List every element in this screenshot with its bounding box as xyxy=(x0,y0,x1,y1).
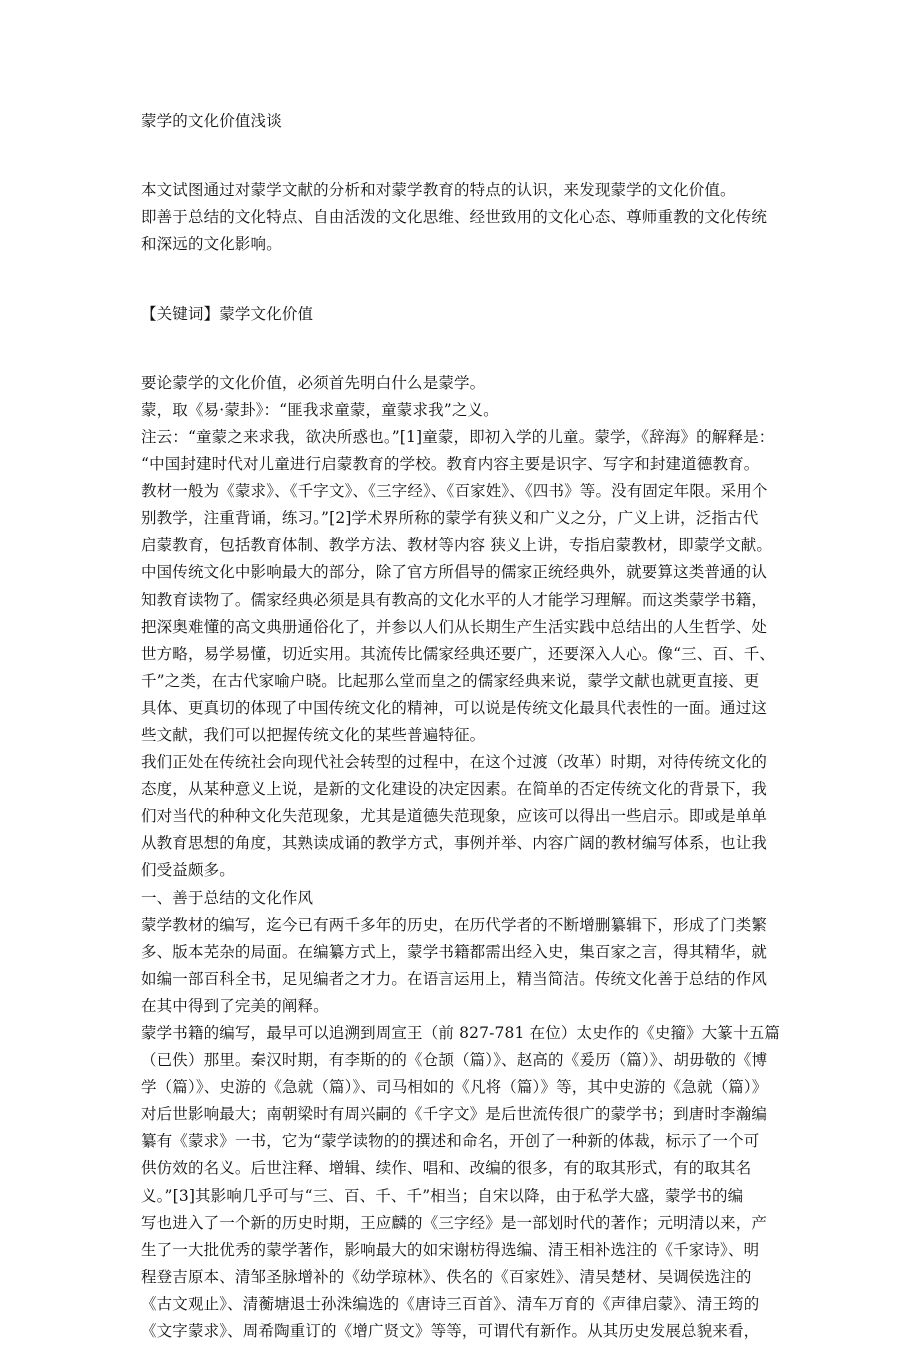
body-line: 知教育读物了。儒家经典必须是具有教高的文化水平的人才能学习理解。而这类蒙学书籍， xyxy=(141,590,768,609)
body-line: 义。”[3]其影响几乎可与“三、百、千、千”相当；自宋以降，由于私学大盛，蒙学书的编 xyxy=(141,1186,744,1205)
body-line: 《文字蒙求》、周希陶重订的《增广贤文》等等，可谓代有新作。从其历史发展总貌来看， xyxy=(141,1322,760,1341)
body-line: 些文献，我们可以把握传统文化的某些普遍特征。 xyxy=(141,725,486,744)
spacer xyxy=(141,135,783,162)
body-line: 启蒙教育，包括教育体制、教学方法、教材等内容 狭义上讲，专指启蒙教材，即蒙学文献。 xyxy=(141,536,773,555)
body-line: 别教学，注重背诵，练习。”[2]学术界所称的蒙学有狭义和广义之分，广义上讲，泛指古代 xyxy=(141,509,759,528)
body-line: 写也进入了一个新的历史时期，王应麟的《三字经》是一部划时代的著作；元明清以来，产 xyxy=(141,1213,768,1232)
body-line: 多、版本芜杂的局面。在编纂方式上，蒙学书籍都需出经入史，集百家之言，得其精华，就 xyxy=(141,942,768,961)
abstract-line: 本文试图通过对蒙学文献的分析和对蒙学教育的特点的认识，来发现蒙学的文化价值。 xyxy=(141,181,736,200)
body-line: 千”之类，在古代家喻户晓。比起那么堂而皇之的儒家经典来说，蒙学文献也就更直接、更 xyxy=(141,671,760,690)
body-line: 对后世影响最大；南朝梁时有周兴嗣的《千字文》是后世流传很广的蒙学书；到唐时李瀚编 xyxy=(141,1105,768,1124)
body-line: 在其中得到了完美的阐释。 xyxy=(141,996,329,1015)
body-line: 具体、更真切的体现了中国传统文化的精神，可以说是传统文化最具代表性的一面。通过这 xyxy=(141,698,768,717)
spacer xyxy=(141,286,783,301)
spacer xyxy=(141,355,783,370)
body-line: 《古文观止》、清蘅塘退士孙洙编选的《唐诗三百首》、清车万育的《声律启蒙》、清王筠的 xyxy=(141,1294,760,1313)
body-line: 我们正处在传统社会向现代社会转型的过程中，在这个过渡（改革）时期，对待传统文化的 xyxy=(141,753,768,772)
body-line: （已佚）那里。秦汉时期，有李斯的的《仓颉（篇）》、赵高的《爰历（篇）》、胡毋敬的《博 xyxy=(141,1051,768,1070)
body-line: 世方略，易学易懂，切近实用。其流传比儒家经典还要广，还要深入人心。像“三、百、千、 xyxy=(141,644,776,663)
body-line: 注云：“童蒙之来求我，欲决所惑也。”[1]童蒙，即初入学的儿童。蒙学，《辞海》的解释是： xyxy=(141,427,775,446)
document-content xyxy=(141,108,783,1345)
abstract-line: 和深远的文化影响。 xyxy=(141,235,282,254)
body-line: 态度，从某种意义上说，是新的文化建设的决定因素。在简单的否定传统文化的背景下，我 xyxy=(141,780,768,799)
body-line: 把深奥难懂的高文典册通俗化了，并参以人们从长期生产生活实践中总结出的人生哲学、处 xyxy=(141,617,768,636)
body-line: 蒙学教材的编写，迄今已有两千多年的历史，在历代学者的不断增删纂辑下，形成了门类繁 xyxy=(141,915,768,934)
body-line: 纂有《蒙求》一书，它为“蒙学读物的的撰述和命名，开创了一种新的体裁，标示了一个可 xyxy=(141,1132,760,1151)
body-line: 如编一部百科全书，足见编者之才力。在语言运用上，精当简洁。传统文化善于总结的作风 xyxy=(141,969,768,988)
keywords: 【关键词】蒙学文化价值 xyxy=(141,304,314,323)
section-heading: 一、善于总结的文化作风 xyxy=(141,888,314,907)
body-line: 蒙学书籍的编写，最早可以追溯到周宣王（前 827-781 在位）太史作的《史籀》大篆十五篇 xyxy=(141,1024,781,1042)
body-line: 蒙，取《易·蒙卦》：“匪我求童蒙，童蒙求我”之义。 xyxy=(141,400,499,419)
body-line: “中国封建时代对儿童进行启蒙教育的学校。教育内容主要是识字、写字和封建道德教育。 xyxy=(141,455,760,474)
abstract-line: 即善于总结的文化特点、自由活泼的文化思维、经世致用的文化心态、尊师重教的文化传统 xyxy=(141,208,768,227)
body-line: 中国传统文化中影响最大的部分，除了官方所倡导的儒家正统经典外，就要算这类普通的认 xyxy=(141,563,768,582)
body-line: 从教育思想的角度，其熟读成诵的教学方式，事例并举、内容广阔的教材编写体系，也让我 xyxy=(141,834,768,853)
document-title: 蒙学的文化价值浅谈 xyxy=(141,112,282,130)
body-line: 们受益颇多。 xyxy=(141,861,235,880)
spacer xyxy=(141,162,783,177)
body-line: 们对当代的种种文化失范现象，尤其是道德失范现象，应该可以得出一些启示。即或是单单 xyxy=(141,807,768,826)
body-line: 供仿效的名义。后世注释、增辑、续作、唱和、改编的很多，有的取其形式，有的取其名 xyxy=(141,1159,752,1178)
spacer xyxy=(141,328,783,355)
body-line: 学（篇）》、史游的《急就（篇）》、司马相如的《凡将（篇）》等，其中史游的《急就（篇）》 xyxy=(141,1078,768,1097)
body-line: 教材一般为《蒙求》、《千字文》、《三字经》、《百家姓》、《四书》等。没有固定年限。采用个 xyxy=(141,482,768,501)
spacer xyxy=(141,258,783,285)
body-line: 生了一大批优秀的蒙学著作，影响最大的如宋谢枋得选编、清王相补选注的《千家诗》、明 xyxy=(141,1240,760,1259)
body-line: 要论蒙学的文化价值，必须首先明白什么是蒙学。 xyxy=(141,373,486,392)
body-line: 程登吉原本、清邹圣脉增补的《幼学琼林》、佚名的《百家姓》、清吴楚材、吴调侯选注的 xyxy=(141,1267,752,1286)
